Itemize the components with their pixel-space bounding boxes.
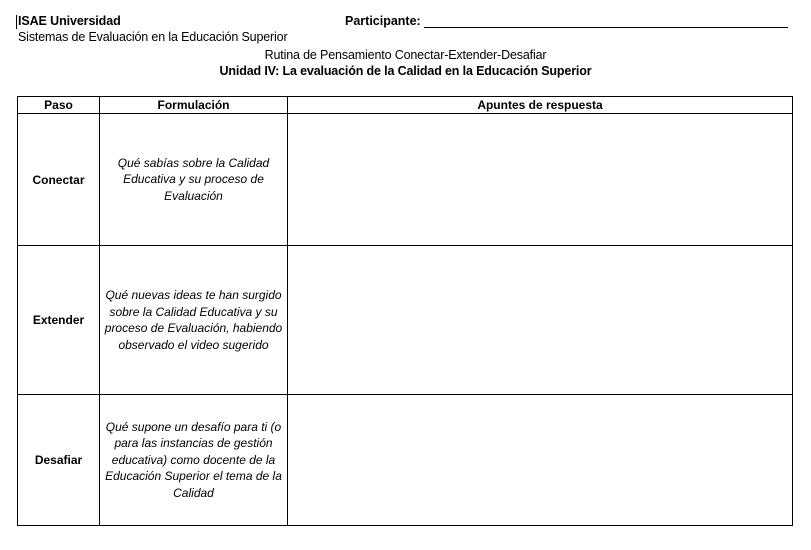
participant-field <box>345 14 788 28</box>
step-cell: Conectar <box>18 114 100 246</box>
formulation-cell: Qué nuevas ideas te han surgido sobre la Calidad Educativa y su proceso de Evaluación, habiendo observado el video sugerido <box>100 246 288 395</box>
table-row <box>18 395 793 526</box>
formulation-cell: Qué supone un desafío para ti (o para las instancias de gestión educativa) como docente de la Educación Superior el tema de la Calidad <box>100 395 288 526</box>
course-subtitle: Sistemas de Evaluación en la Educación Superior <box>18 30 288 44</box>
table-row <box>18 114 793 246</box>
header-step: Paso <box>18 97 100 114</box>
routine-table <box>17 96 793 526</box>
header-notes: Apuntes de respuesta <box>288 97 793 114</box>
notes-cell[interactable] <box>288 395 793 526</box>
notes-cell[interactable] <box>288 114 793 246</box>
notes-cell[interactable] <box>288 246 793 395</box>
participant-label: Participante: <box>345 14 421 28</box>
institution-name: ISAE Universidad <box>18 14 121 28</box>
formulation-cell: Qué sabías sobre la Calidad Educativa y su proceso de Evaluación <box>100 114 288 246</box>
unit-title: Unidad IV: La evaluación de la Calidad en la Educación Superior <box>219 64 592 78</box>
table-row <box>18 246 793 395</box>
header-formulation: Formulación <box>100 97 288 114</box>
step-cell: Desafiar <box>18 395 100 526</box>
table-header-row <box>18 97 793 114</box>
routine-title: Rutina de Pensamiento Conectar-Extender-Desafiar <box>264 48 547 62</box>
participant-blank-line[interactable] <box>424 14 788 28</box>
step-cell: Extender <box>18 246 100 395</box>
text-cursor <box>16 15 17 29</box>
